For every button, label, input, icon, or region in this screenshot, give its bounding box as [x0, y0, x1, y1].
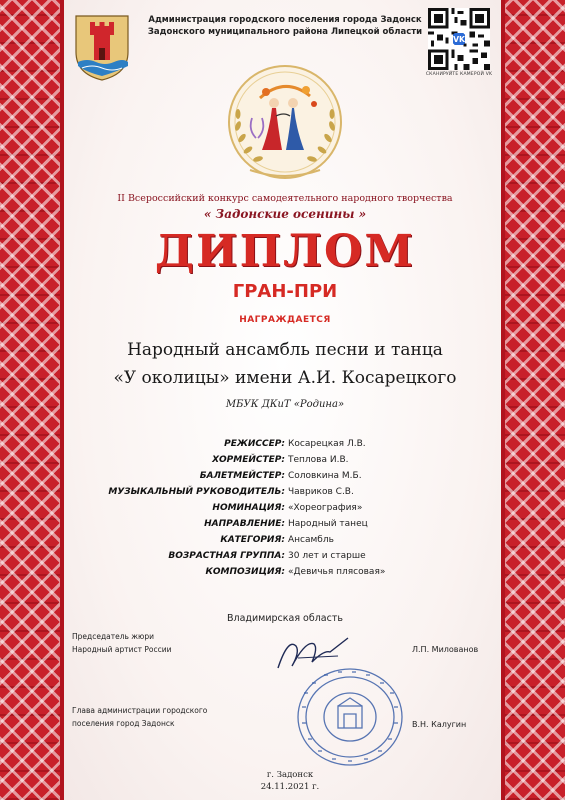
detail-value: «Девичья плясовая»: [288, 567, 386, 577]
region-name: Владимирская область: [227, 613, 343, 624]
head-title-line-1: Глава администрации городского: [72, 706, 208, 715]
detail-value: Народный танец: [288, 519, 368, 529]
detail-label: РЕЖИССЕР:: [224, 439, 285, 449]
detail-label: МУЗЫКАЛЬНЫЙ РУКОВОДИТЕЛЬ:: [108, 487, 285, 497]
detail-value: Чавриков С.В.: [288, 487, 354, 497]
detail-value: Ансамбль: [288, 535, 334, 545]
awarded-label: НАГРАЖДАЕТСЯ: [239, 315, 331, 325]
jury-chair-name: Л.П. Милованов: [412, 645, 479, 654]
left-ornament-band: [0, 0, 64, 800]
award-grade: ГРАН-ПРИ: [232, 281, 338, 302]
svg-text:VK: VK: [453, 35, 465, 45]
issue-city: г. Задонск: [266, 770, 314, 780]
admin-line-2: Задонского муниципального района Липецкой области: [147, 27, 423, 37]
detail-value: «Хореография»: [288, 503, 363, 513]
qr-caption: СКАНИРУЙТЕ КАМЕРОЙ VK: [425, 72, 493, 77]
detail-value: 30 лет и старше: [288, 551, 366, 561]
head-title-line-2: поселения город Задонск: [72, 719, 175, 728]
detail-label: ХОРМЕЙСТЕР:: [212, 455, 285, 465]
detail-label: НАПРАВЛЕНИЕ:: [204, 519, 285, 529]
diploma-title: ДИПЛОМ: [154, 226, 416, 277]
detail-label: КОМПОЗИЦИЯ:: [205, 567, 285, 577]
organization-name: МБУК ДКиТ «Родина»: [225, 399, 345, 410]
jury-chair-title: Председатель жюри: [72, 632, 155, 641]
head-name: В.Н. Калугин: [412, 720, 467, 729]
coat-of-arms-icon: [72, 12, 132, 82]
festival-emblem-icon: [210, 58, 360, 190]
issue-date: 24.11.2021 г.: [260, 782, 320, 792]
detail-label: НОМИНАЦИЯ:: [212, 503, 285, 513]
detail-label: БАЛЕТМЕЙСТЕР:: [199, 471, 285, 481]
qr-code-icon[interactable]: [428, 8, 490, 70]
contest-name: « Задонские осенины »: [203, 207, 367, 221]
detail-value: Косарецкая Л.В.: [288, 439, 366, 449]
detail-label: ВОЗРАСТНАЯ ГРУППА:: [168, 551, 285, 561]
jury-chair-rank: Народный артист России: [72, 645, 172, 654]
recipient-line-2: «У околицы» имени А.И. Косарецкого: [113, 368, 457, 388]
right-ornament-band: [501, 0, 565, 800]
official-seal-icon: [290, 662, 410, 772]
administration-header: [140, 14, 430, 38]
contest-title: II Всероссийский конкурс самодеятельного народного творчества: [117, 193, 453, 204]
admin-line-1: Администрация городского поселения города Задонск: [148, 15, 422, 25]
detail-label: КАТЕГОРИЯ:: [220, 535, 285, 545]
detail-value: Теплова И.В.: [288, 455, 349, 465]
detail-value: Соловкина М.Б.: [288, 471, 362, 481]
recipient-line-1: Народный ансамбль песни и танца: [127, 340, 443, 360]
